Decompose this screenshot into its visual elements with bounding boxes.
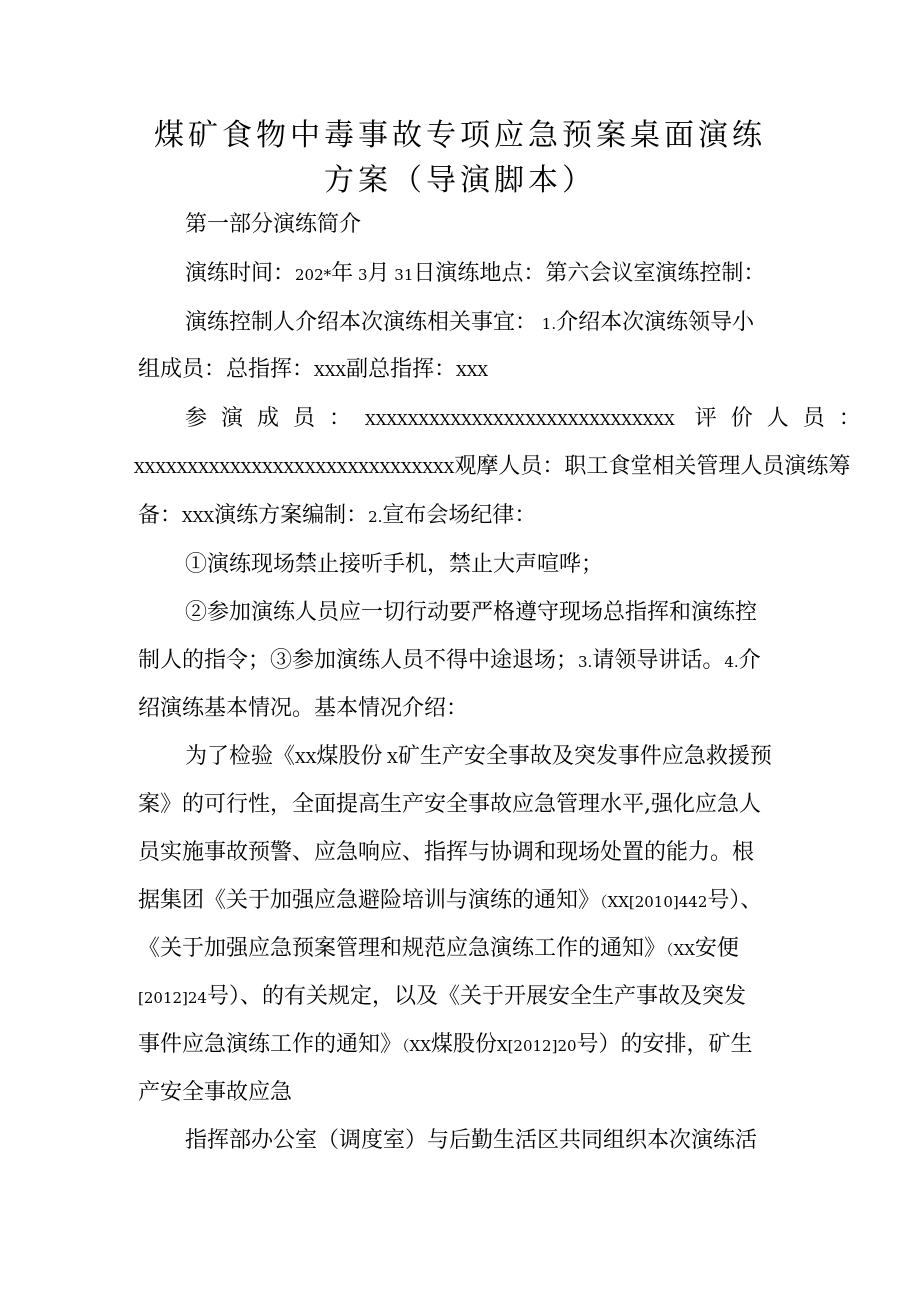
paragraph-line: 案》的可行性，全面提高生产安全事故应急管理水平,强化应急人	[138, 792, 761, 817]
paragraph-line: 据集团《关于加强应急避险培训与演练的通知》（XX[2010]442号）、	[138, 888, 763, 913]
document-title-line-2: 方案（导演脚本）	[324, 163, 596, 198]
section-heading: 第一部分演练简介	[185, 212, 362, 237]
paragraph-line: 为了检验《XX煤股份 X矿生产安全事故及突发事件应急救援预	[185, 744, 772, 769]
paragraph-line: ②参加演练人员应一切行动要严格遵守现场总指挥和演练控	[185, 600, 758, 625]
paragraph-line: 绍演练基本情况。基本情况介绍：	[138, 696, 469, 721]
paragraph-line: 指挥部办公室（调度室）与后勤生活区共同组织本次演练活	[185, 1128, 758, 1153]
paragraph-line: XXXXXXXXXXXXXXXXXXXXXXXXXXXXXX观摩人员：职工食堂相关管理人员演练筹	[134, 454, 851, 479]
paragraph-line: ①演练现场禁止接听手机，禁止大声喧哗；	[185, 552, 604, 577]
paragraph-line: 制人的指令；③参加演练人员不得中途退场；3.请领导讲话。4.介	[138, 648, 761, 673]
paragraph-line: 员实施事故预警、应急响应、指挥与协调和现场处置的能力。根	[138, 840, 755, 865]
paragraph-line: 备：XXX演练方案编制：2.宣布会场纪律：	[138, 503, 537, 528]
document-title-line-1: 煤矿食物中毒事故专项应急预案桌面演练	[154, 118, 766, 153]
paragraph-line: [2012]24号）、的有关规定，以及《关于开展安全生产事故及突发	[138, 984, 746, 1009]
paragraph-line: 组成员：总指挥：XXX副总指挥：XXX	[138, 357, 489, 382]
paragraph-line: 产安全事故应急	[138, 1080, 293, 1105]
paragraph-line: 演练时间：202*年 3月 31日演练地点：第六会议室演练控制：	[185, 261, 766, 286]
paragraph-line: 《关于加强应急预案管理和规范应急演练工作的通知》（XX安便	[138, 936, 739, 961]
paragraph-line: 演练控制人介绍本次演练相关事宜： 1.介绍本次演练领导小	[185, 310, 755, 335]
paragraph-line: 事件应急演练工作的通知》（XX煤股份X[2012]20号）的安排，矿生	[138, 1032, 753, 1057]
paragraph-line: 参演成员：XXXXXXXXXXXXXXXXXXXXXXXXXXXXX 评价人员：	[185, 406, 875, 431]
